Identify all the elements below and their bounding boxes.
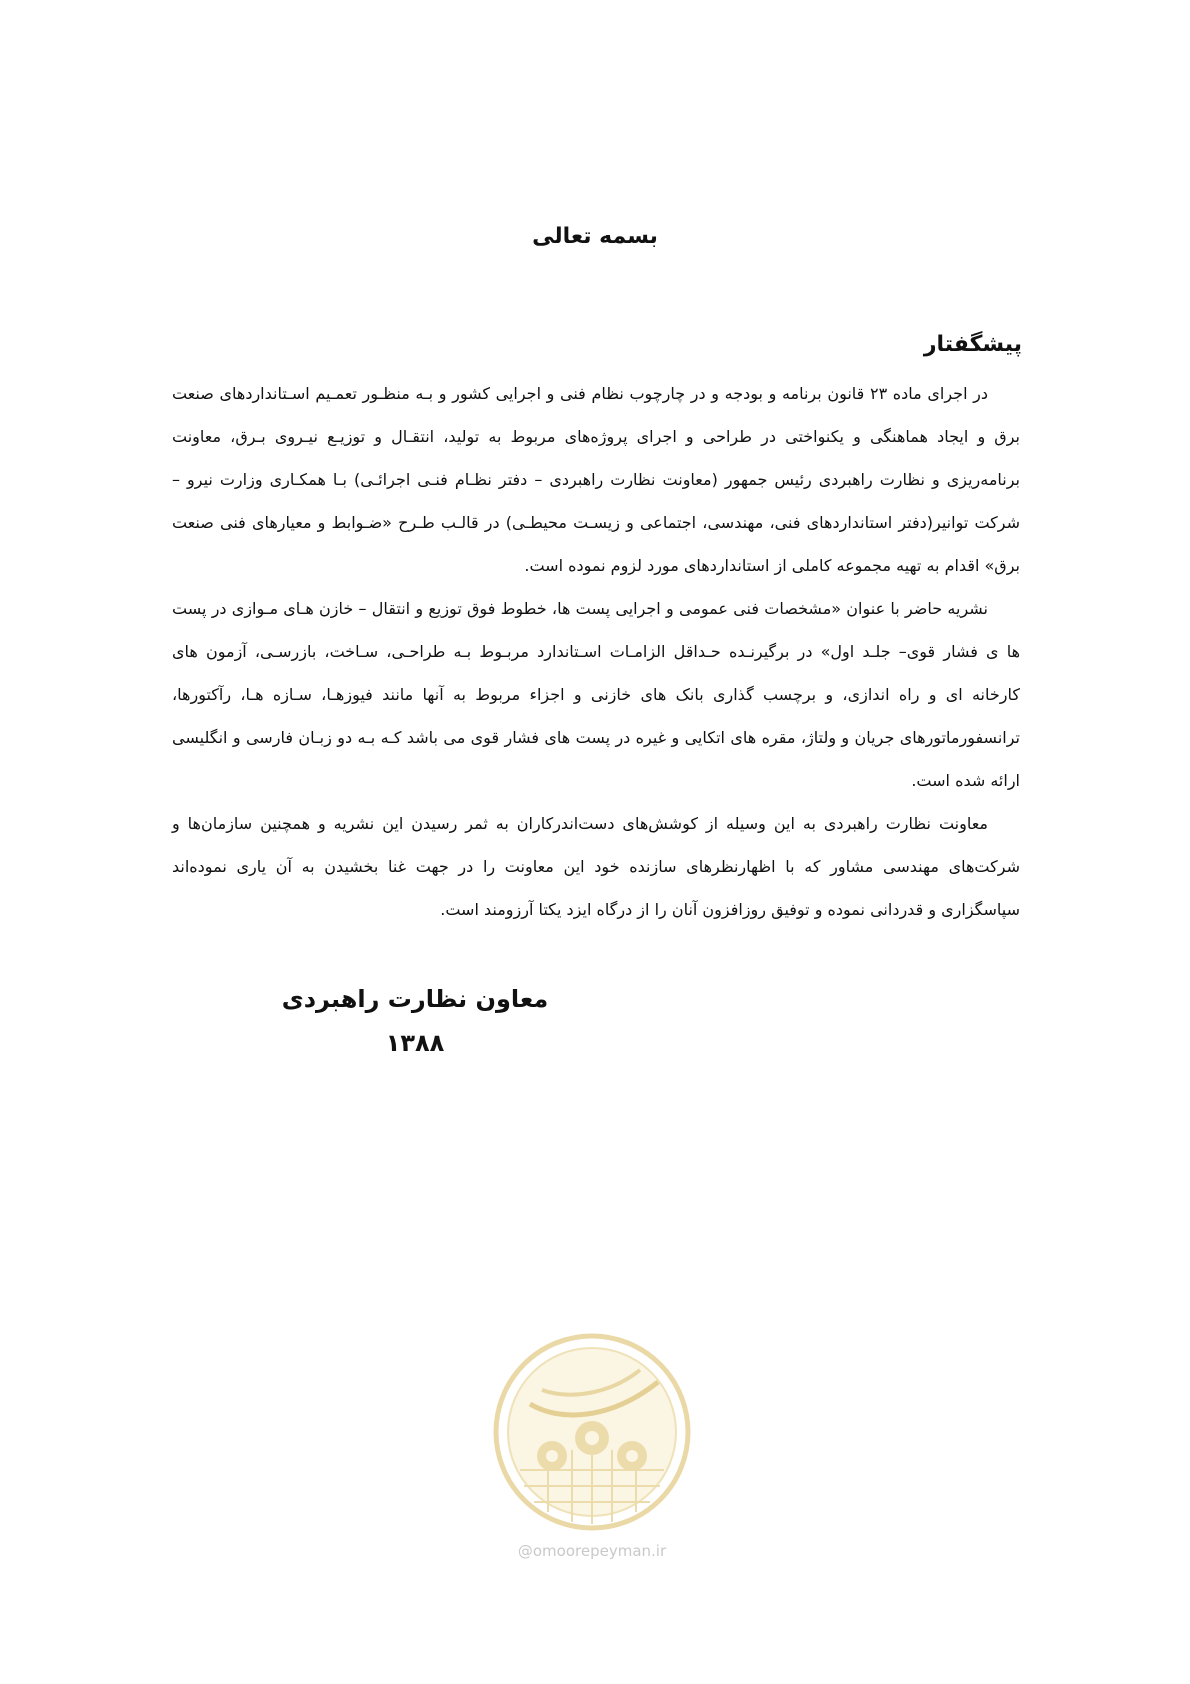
preface-body	[172, 372, 1020, 931]
paragraph: معاونت نظارت راهبردی به این وسیله از کوشش‌های دست‌اندرکاران به ثمر رسیدن این نشریه و همچنین سازمان‌ها و شرکت‌های مهندسی مشاور که با اظهارنظرهای سازنده خود این معاونت را در جهت غنا بخشیدن به آن یاری نموده‌اند سپاسگزاری و قدردانی نموده و توفیق روزافزون آنان را از درگاه ایزد یکتا آرزومند است.	[172, 814, 1020, 919]
watermark-logo	[490, 1330, 694, 1534]
paragraph: در اجرای ماده ۲۳ قانون برنامه و بودجه و در چارچوب نظام فنی و اجرایی کشور و بـه منظـور تعمـیم اسـتانداردهای صنعت برق و ایجاد هماهنگی و یکنواختی در طراحی و اجرای پروژه‌های مربوط به تولید، انتقـال و توزیـع نیـروی بـرق، معاونت برنامه‌ریزی و نظارت راهبردی رئیس جمهور (معاونت نظارت راهبردی – دفتر نظـام فنـی اجرائـی) بـا همکـاری وزارت نیرو – شرکت توانیر(دفتر استانداردهای فنی، مهندسی، اجتماعی و زیسـت محیطـی) در قالـب طـرح «ضـوابط و معیارهای فنی صنعت برق» اقدام به تهیه مجموعه کاملی از استانداردهای مورد لزوم نموده است.	[172, 384, 1020, 575]
signature-block	[280, 985, 550, 1057]
paragraph: نشریه حاضر با عنوان «مشخصات فنی عمومی و اجرایی پست ها، خطوط فوق توزیع و انتقال – خازن هـای مـوازی در پست ها ی فشار قوی– جلـد اول» در برگیرنـده حـداقل الزامـات اسـتاندارد مربـوط بـه طراحـی، سـاخت، بازرسـی، آزمون های کارخانه ای و راه اندازی، و برچسب گذاری بانک های خازنی و اجزاء مربوط به آنها مانند فیوزهـا، سـازه هـا، رآکتورها، ترانسفورماتورهای جریان و ولتاژ، مقره های اتکایی و غیره در پست های فشار قوی می باشد کـه بـه دو زبـان فارسی و انگلیسی ارائه شده است.	[172, 599, 1020, 790]
page-heading: بسمه تعالی	[532, 224, 658, 249]
watermark-caption: @omoorepeyman.ir	[517, 1542, 667, 1560]
signature-year: ۱۳۸۸	[385, 1029, 445, 1057]
section-title: پیشگفتار	[923, 332, 1022, 357]
signature-title: معاون نظارت راهبردی	[281, 985, 549, 1013]
